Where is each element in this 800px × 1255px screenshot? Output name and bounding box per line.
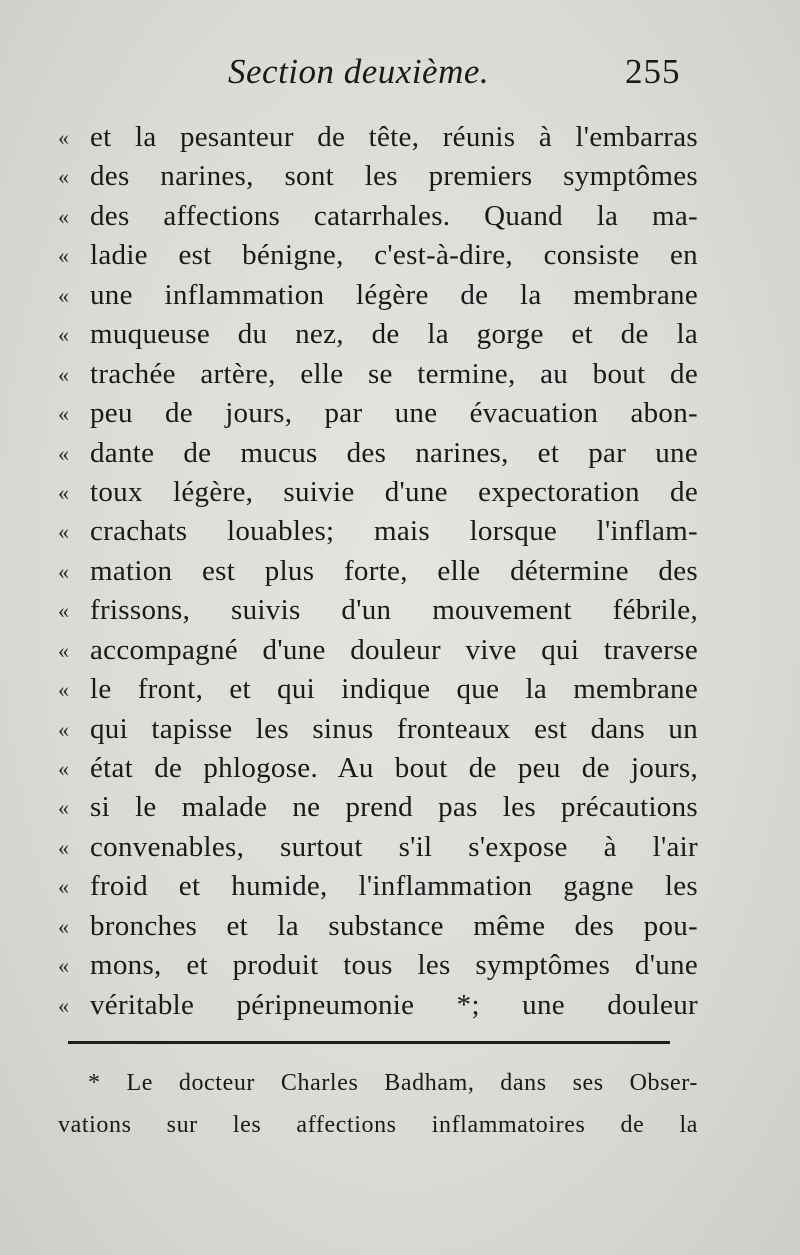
body-text (58, 118, 698, 1025)
text-line (58, 907, 698, 946)
footnote-rule (68, 1041, 670, 1044)
quotation-mark: « (58, 834, 69, 860)
text-line (58, 631, 698, 670)
quotation-mark: « (58, 874, 69, 900)
line-text: trachée artère, elle se termine, au bout de (90, 357, 698, 390)
text-line (58, 986, 698, 1025)
text-line (58, 355, 698, 394)
footnote (58, 1062, 698, 1146)
text-line (58, 867, 698, 906)
quotation-mark: « (58, 716, 69, 742)
line-text: toux légère, suivie d'une expectoration de (90, 475, 698, 508)
line-text: état de phlogose. Au bout de peu de jours, (90, 752, 698, 784)
text-line (58, 946, 698, 985)
quotation-mark: « (58, 913, 69, 939)
line-text: dante de mucus des narines, et par une (90, 436, 698, 469)
line-text: le front, et qui indique que la membrane (90, 673, 698, 706)
quotation-mark: « (58, 558, 69, 584)
line-text: des narines, sont les premiers symptômes (90, 160, 698, 193)
text-line (58, 552, 698, 591)
text-line (58, 434, 698, 473)
text-line (58, 749, 698, 788)
quotation-mark: « (58, 282, 69, 308)
text-line (58, 236, 698, 275)
line-text: des affections catarrhales. Quand la ma- (90, 199, 698, 232)
line-text: crachats louables; mais lorsque l'inflam- (90, 515, 698, 548)
page-number: 255 (625, 52, 681, 91)
page-header (0, 52, 800, 102)
line-text: convenables, surtout s'il s'expose à l'air (90, 830, 698, 863)
text-line (58, 394, 698, 433)
text-line (58, 197, 698, 236)
quotation-mark: « (58, 756, 69, 781)
quotation-mark: « (58, 519, 69, 545)
text-line (58, 591, 698, 630)
quotation-mark: « (58, 361, 69, 387)
text-line (58, 788, 698, 827)
line-text: une inflammation légère de la membrane (90, 278, 698, 311)
quotation-mark: « (58, 677, 69, 703)
footnote-line: * Le docteur Charles Badham, dans ses Obser- (88, 1070, 698, 1096)
quotation-mark: « (58, 992, 69, 1018)
quotation-mark: « (58, 795, 69, 821)
quotation-mark: « (58, 203, 69, 229)
quotation-mark: « (58, 125, 69, 150)
line-text: ladie est bénigne, c'est-à-dire, consiste en (90, 239, 698, 272)
footnote-line: vations sur les affections inflammatoires de la (58, 1112, 698, 1138)
line-text: bronches et la substance même des pou- (90, 909, 698, 942)
quotation-mark: « (58, 243, 69, 269)
quotation-mark: « (58, 637, 69, 663)
text-line (58, 512, 698, 551)
text-line (58, 315, 698, 354)
line-text: mons, et produit tous les symptômes d'une (90, 949, 698, 982)
line-text: mation est plus forte, elle détermine des (90, 554, 698, 587)
quotation-mark: « (58, 479, 69, 505)
line-text: accompagné d'une douleur vive qui traverse (90, 633, 698, 666)
line-text: frissons, suivis d'un mouvement fébrile, (90, 594, 698, 627)
quotation-mark: « (58, 440, 69, 466)
text-line (58, 157, 698, 196)
text-line (58, 670, 698, 709)
line-text: véritable péripneumonie *; une douleur (90, 988, 698, 1021)
line-text: peu de jours, par une évacuation abon- (90, 397, 698, 430)
line-text: si le malade ne prend pas les précautions (90, 791, 698, 824)
text-line (58, 710, 698, 749)
line-text: et la pesanteur de tête, réunis à l'embarras (90, 121, 698, 153)
quotation-mark: « (58, 401, 69, 427)
text-line (58, 118, 698, 157)
quotation-mark: « (58, 598, 69, 624)
running-title: Section deuxième. (228, 52, 490, 91)
text-line (58, 828, 698, 867)
text-line (58, 276, 698, 315)
line-text: muqueuse du nez, de la gorge et de la (90, 318, 698, 351)
quotation-mark: « (58, 953, 69, 979)
quotation-mark: « (58, 164, 69, 190)
quotation-mark: « (58, 322, 69, 348)
line-text: qui tapisse les sinus fronteaux est dans un (90, 712, 698, 745)
text-line (58, 473, 698, 512)
line-text: froid et humide, l'inflammation gagne les (90, 870, 698, 903)
